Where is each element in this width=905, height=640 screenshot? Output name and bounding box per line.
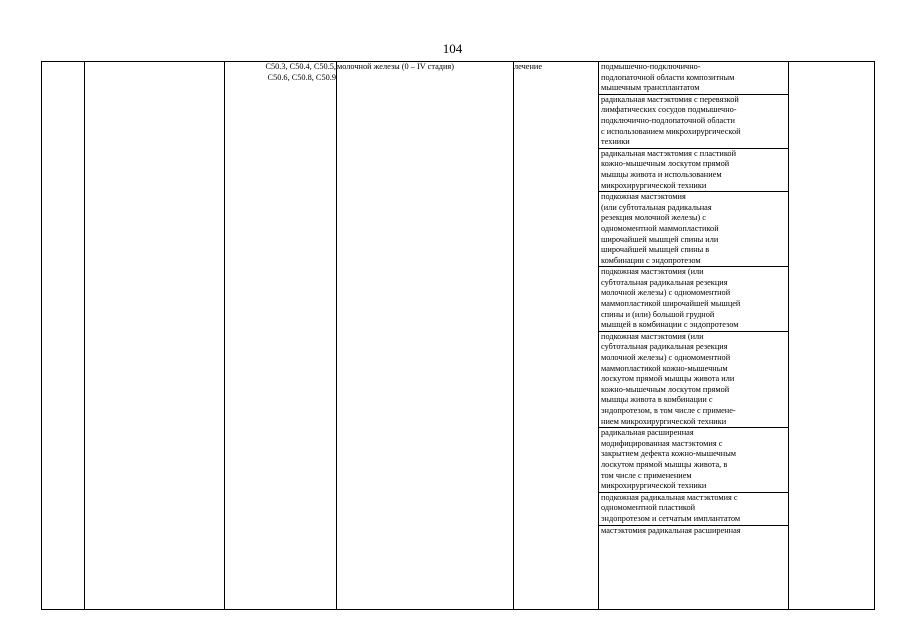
cell-operations	[599, 62, 789, 610]
operation-line: лоскутом прямой мышцы живота, в	[601, 459, 728, 469]
operation-entry	[599, 62, 788, 95]
operation-line: подкожная мастэктомия (или	[601, 267, 704, 277]
operation-line: маммопластикой широчайшей мышцей	[601, 299, 741, 309]
operation-line: (или субтотальная радикальная	[601, 202, 712, 212]
cell-diagnosis: молочной железы (0 – IV стадия)	[337, 62, 514, 610]
operation-line: одномоментной маммопластикой	[601, 223, 719, 233]
operation-entry	[599, 428, 788, 493]
operation-line: эндопротезом и сетчатым имплантатом	[601, 513, 741, 523]
icd-code-line: C50.6, C50.8, C50.9	[267, 72, 336, 82]
operation-line: молочной железы) с одномоментной	[601, 288, 731, 298]
operation-line: кожно-мышечным лоскутом прямой	[601, 384, 730, 394]
operation-line: с использованием микрохирургической	[601, 126, 741, 136]
operation-entry	[599, 332, 788, 428]
cell-icd-codes	[225, 62, 337, 610]
medical-procedures-table	[41, 61, 875, 610]
operation-line: субтотальная радикальная резекция	[601, 277, 728, 287]
cell-profile	[85, 62, 225, 610]
cell-extra	[789, 62, 875, 610]
operation-line: мышечным трансплантатом	[601, 83, 700, 93]
operation-line: одномоментной пластикой	[601, 503, 696, 513]
operations-list	[599, 62, 788, 536]
icd-code-line: C50.3, C50.4, C50.5,	[265, 62, 336, 71]
operation-line: подлопаточной области композитным	[601, 72, 735, 82]
operation-line: подкожная радикальная мастэктомия с	[601, 492, 738, 502]
operation-line: мастэктомия радикальная расширенная	[601, 525, 741, 535]
operation-entry	[599, 493, 788, 526]
operation-line: маммопластикой кожно-мышечным	[601, 363, 728, 373]
operation-line: нием микрохирургической техники	[601, 416, 727, 426]
operation-line: подмышечно-подключично-	[601, 62, 701, 71]
operation-line: резекция молочной железы) с	[601, 213, 706, 223]
operation-entry	[599, 95, 788, 149]
operation-line: микрохирургической техники	[601, 481, 707, 491]
operation-line: радикальная мастэктомия с пластикой	[601, 148, 737, 158]
operation-line: том числе с применением	[601, 470, 692, 480]
operation-line: широчайшей мышцей спины в	[601, 245, 710, 255]
operation-line: широчайшей мышцей спины или	[601, 234, 719, 244]
operation-line: комбинации с эндопротезом	[601, 255, 701, 265]
operation-line: спины и (или) большой грудной	[601, 309, 715, 319]
operation-line: подключично-подлопаточной области	[601, 115, 735, 125]
operation-line: подкожная мастэктомия	[601, 192, 686, 202]
table-row	[42, 62, 875, 610]
operation-line: радикальная расширенная	[601, 428, 694, 438]
operation-line: закрытием дефекта кожно-мышечным	[601, 449, 737, 459]
cell-number	[42, 62, 85, 610]
operation-entry	[599, 526, 788, 537]
page-number: 104	[442, 41, 463, 56]
operation-line: эндопротезом, в том числе с примене-	[601, 406, 736, 415]
operation-line: кожно-мышечным лоскутом прямой	[601, 159, 730, 169]
operation-line: молочной железы) с одномоментной	[601, 353, 731, 363]
operation-entry	[599, 192, 788, 267]
operation-line: лоскутом прямой мышцы живота или	[601, 374, 735, 384]
operation-entry	[599, 267, 788, 332]
operation-line: мышцы живота в комбинации с	[601, 395, 713, 405]
cell-treatment-type: лечение	[514, 62, 599, 610]
operation-line: лимфатических сосудов подмышечно-	[601, 105, 737, 115]
operation-line: техники	[601, 137, 630, 147]
operation-line: субтотальная радикальная резекция	[601, 342, 728, 352]
operation-line: подкожная мастэктомия (или	[601, 331, 704, 341]
operation-line: микрохирургической техники	[601, 180, 707, 190]
operation-line: модифицированная мастэктомия с	[601, 438, 723, 448]
operation-line: мышцей в комбинации с эндопротезом	[601, 320, 739, 330]
operation-line: радикальная мастэктомия с перевязкой	[601, 94, 739, 104]
operation-entry	[599, 149, 788, 192]
operation-line: мышцы живота и использованием	[601, 169, 722, 179]
